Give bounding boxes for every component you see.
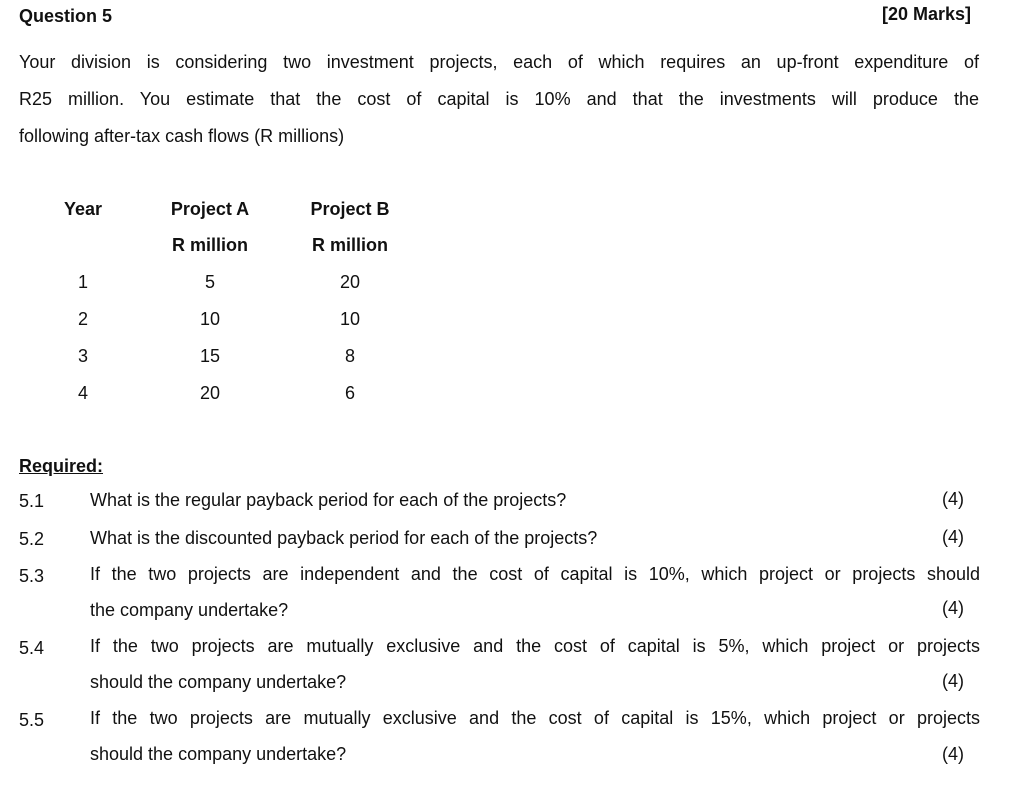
table-cell: 5 [204, 272, 215, 292]
table-cell: 20 [339, 272, 361, 292]
intro-paragraph [19, 44, 979, 155]
intro-line-2: R25 million. You estimate that the cost of capital is 10% and that the investments will produce the [19, 89, 979, 109]
table-cell: 15 [199, 346, 221, 366]
question-title: Question 5 [19, 6, 113, 26]
table-header-project-b: Project B [310, 199, 390, 219]
table-cell: 10 [199, 309, 221, 329]
table-header-project-a: Project A [170, 199, 250, 219]
question-number: 5.3 [19, 566, 45, 586]
question-marks: (4) [942, 598, 964, 618]
table-subheader-project-b: R million [312, 235, 388, 255]
table-cell: 6 [344, 383, 355, 403]
question-text [90, 700, 980, 772]
question-line: the company undertake? [90, 600, 289, 620]
question-number: 5.1 [19, 491, 45, 511]
question-number: 5.5 [19, 710, 45, 730]
table-cell: 3 [77, 346, 88, 366]
table-header-year: Year [63, 199, 103, 219]
question-line: If the two projects are independent and the cost of capital is 10%, which project or projects should [90, 564, 980, 584]
question-number: 5.4 [19, 638, 45, 658]
total-marks: [20 Marks] [881, 4, 971, 24]
question-text: What is the regular payback period for each of the projects? [90, 490, 567, 510]
table-cell: 4 [77, 383, 88, 403]
question-text: What is the discounted payback period for each of the projects? [90, 528, 598, 548]
question-marks: (4) [942, 489, 964, 509]
question-line: If the two projects are mutually exclusive and the cost of capital is 5%, which project or projects [90, 636, 980, 656]
table-cell: 2 [77, 309, 88, 329]
question-marks: (4) [942, 527, 964, 547]
question-number: 5.2 [19, 529, 45, 549]
question-text [90, 556, 980, 628]
question-text [90, 628, 980, 700]
question-line: should the company undertake? [90, 744, 347, 764]
table-cell: 10 [339, 309, 361, 329]
question-line: If the two projects are mutually exclusive and the cost of capital is 15%, which project or projects [90, 708, 980, 728]
required-label: Required: [19, 456, 104, 476]
question-line: should the company undertake? [90, 672, 347, 692]
question-marks: (4) [942, 671, 964, 691]
table-cell: 1 [77, 272, 88, 292]
intro-line-1: Your division is considering two investment projects, each of which requires an up-front expenditure of [19, 52, 979, 72]
table-cell: 8 [344, 346, 355, 366]
table-subheader-project-a: R million [172, 235, 248, 255]
intro-line-3: following after-tax cash flows (R millions) [19, 126, 345, 146]
table-cell: 20 [199, 383, 221, 403]
question-marks: (4) [942, 744, 964, 764]
